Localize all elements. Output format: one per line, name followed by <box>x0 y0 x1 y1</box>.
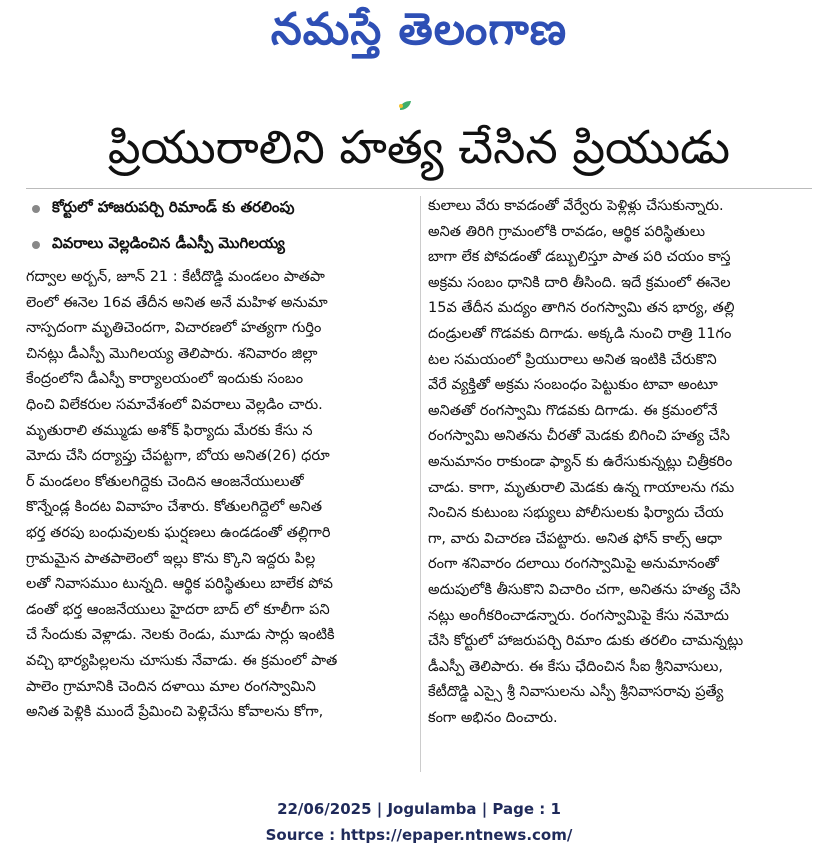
body-text-line: నట్లు అంగీకరించాడన్నారు. రంగస్వామిపై కేసు నమోదు <box>428 607 729 624</box>
article-body-right <box>428 194 812 731</box>
body-text-line: భర్త తరపు బంధువులకు ఘర్షణలు ఉండడంతో తల్లిగారి <box>26 524 331 541</box>
body-text-line: అదుపులోకి తీసుకొని విచారిం చగా, అనితను హత్య చేసి <box>428 581 741 598</box>
body-text-line: నించిన కుటుంబ సభ్యులు పోలీసులకు ఫిర్యాదు చేయ <box>428 505 724 522</box>
body-text-line: డంతో భర్త ఆంజనేయులు హైదరా బాద్ లో కూలీగా పని <box>26 601 330 618</box>
body-text-line: ధించి విలేకరుల సమావేశంలో వివరాలు వెల్లడిం చారు. <box>26 396 323 413</box>
body-text-line: చాడు. కాగా, మృతురాలి మెడకు ఉన్న గాయాలను గమ <box>428 479 735 496</box>
body-text-line: అనిత తిరిగి గ్రామంలోకి రావడం, ఆర్థిక పరిస్థితులు <box>428 223 705 240</box>
body-text-line: కేటీదొడ్డి ఎస్సై శ్రీ నివాసులను ఎస్పీ శ్రీనివాసరావు ప్రత్యే <box>428 684 724 701</box>
body-text-line: 15వ తేదీన మద్యం తాగిన రంగస్వామి తన భార్య, తల్లి <box>428 300 735 317</box>
edition-info: 22/06/2025 | Jogulamba | Page : 1 <box>277 800 561 818</box>
body-text-line: చే సేందుకు వెళ్లాడు. నెలకు రెండు, మూడు సార్లు ఇంటికి <box>26 627 335 644</box>
article-headline: ప్రియురాలిని హత్య చేసిన ప్రియుడు <box>107 120 731 174</box>
article-column-right <box>428 194 812 731</box>
body-text-line: గద్వాల అర్బన్, జూన్ 21 : కేటీదొడ్డి మండలం పాతపా <box>26 269 325 285</box>
kicker-item <box>26 194 418 224</box>
body-text-line: రంగా శనివారం దలాయి రంగస్వామిపై అనుమానంతో <box>428 556 719 573</box>
body-text-line: ర్ మండలం కోతులగిద్దెకు చెందిన ఆంజనేయులుతో <box>26 473 304 490</box>
body-text-line: అనుమానం రాకుండా ఫ్యాన్ కు ఉరేసుకున్నట్లు చిత్రీకరిం <box>428 453 733 470</box>
kicker-text: వివరాలు వెల్లడించిన డీఎస్పీ మొగిలయ్య <box>52 234 285 252</box>
body-text-line: గ్రామమైన పాతపాలెంలో ఇల్లు కొను క్కొని ఇద్దరు పిల్ల <box>26 550 316 567</box>
bullet-icon <box>32 241 40 249</box>
body-text-line: టల సమయంలో ప్రియురాలు అనిత ఇంటికి చేరుకొని <box>428 351 717 368</box>
body-text-line: నాస్పదంగా మృతిచెందగా, విచారణలో హత్యగా గుర్తిం <box>26 320 322 337</box>
body-text-line: దండ్రులతో గొడవకు దిగాడు. అక్కడి నుంచి రాత్రి 11గం <box>428 325 732 342</box>
column-divider <box>420 196 421 772</box>
body-text-line: రంగస్వామి అనితను చీరతో మెడకు బిగించి హత్య చేసి <box>428 428 730 445</box>
newspaper-masthead <box>0 4 838 70</box>
masthead-title: నమస్తే తెలంగాణ <box>270 4 568 55</box>
body-text-line: బాగా లేక పోవడంతో డబ్బులిస్తూ పాత పరి చయం కాస్త <box>428 249 731 266</box>
body-text-line: చేసి కోర్టులో హాజరుపర్చి రిమాం డుకు తరలిం చామన్నట్లు <box>428 633 744 650</box>
body-text-line: కులాలు వేరు కావడంతో వేర్వేరు పెళ్లిళ్లు చేసుకున్నారు. <box>428 198 724 214</box>
body-text-line: మృతురాలి తమ్ముడు అశోక్ ఫిర్యాదు మేరకు కేసు న <box>26 422 313 439</box>
bullet-icon <box>32 205 40 213</box>
body-text-line: అనితతో రంగస్వామి గొడవకు దిగాడు. ఈ క్రమంలోనే <box>428 402 718 419</box>
body-text-line: మోదు చేసి దర్యాప్తు చేపట్టగా, బోయ అనిత(26) ధరూ <box>26 448 330 465</box>
body-text-line: గా, వారు విచారణ చేపట్టారు. అనిత ఫోన్ కాల్స్ ఆధా <box>428 530 722 547</box>
kicker-text: కోర్టులో హాజరుపర్చి రిమాండ్ కు తరలింపు <box>52 198 295 216</box>
body-text-line: పాలెం గ్రామానికి చెందిన దళాయి మాల రంగస్వామిని <box>26 678 316 695</box>
body-text-line: అనిత పెళ్లికి ముందే ప్రేమించి పెళ్లిచేసు కోవాలను కోగా, <box>26 704 324 721</box>
page-footer <box>0 796 838 848</box>
kicker-item <box>26 230 418 260</box>
body-text-line: చినట్లు డీఎస్పీ మొగిలయ్య తెలిపారు. శనివారం జిల్లా <box>26 345 318 362</box>
body-text-line: కొన్నేండ్ల కిందట వివాహం చేశారు. కోతులగిద్దెలో అనిత <box>26 499 322 516</box>
body-text-line: కంగా అభినం దించారు. <box>428 709 558 726</box>
headline-divider <box>26 188 812 189</box>
body-text-line: వేరే వ్యక్తితో అక్రమ సంబంధం పెట్టుకుం టావా అంటూ <box>428 377 718 394</box>
body-text-line: డీఎస్పీ తెలిపారు. ఈ కేసు ఛేదించిన సీఐ శ్రీనివాసులు, <box>428 658 724 675</box>
source-link: Source : https://epaper.ntnews.com/ <box>265 826 573 844</box>
body-text-line: కేంద్రంలోని డీఎస్పీ కార్యాలయంలో ఇందుకు సంబం <box>26 371 304 388</box>
article-column-left <box>26 194 418 726</box>
body-text-line: లతో నివాసముం టున్నది. ఆర్థిక పరిస్థితులు బాలేక పోవ <box>26 576 333 593</box>
body-text-line: అక్రమ సంబం ధానికి దారి తీసింది. ఇదే క్రమంలో ఈనెల <box>428 274 731 291</box>
article-body-left <box>26 265 418 726</box>
body-text-line: లెంలో ఈనెల 16వ తేదీన అనిత అనే మహిళ అనుమా <box>26 294 328 311</box>
body-text-line: వచ్చి భార్యపిల్లలను చూసుకు నేవాడు. ఈ క్రమంలో పాత <box>26 652 338 669</box>
leaf-logo-icon <box>398 100 412 112</box>
